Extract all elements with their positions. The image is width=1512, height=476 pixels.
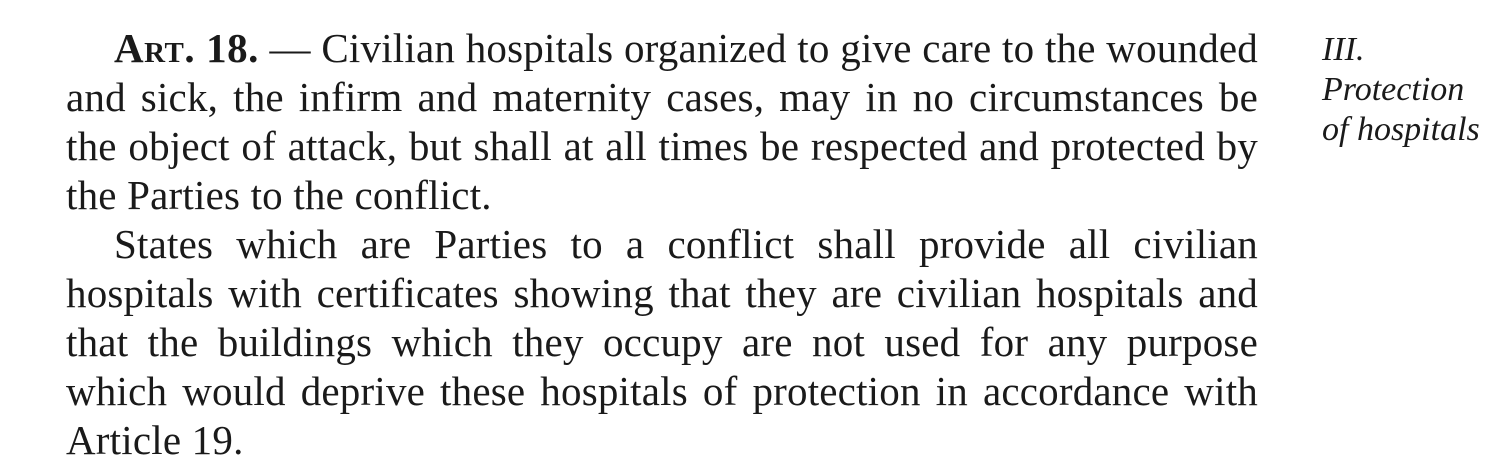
margin-note-section-number: III.	[1322, 31, 1365, 68]
article-number: Art. 18.	[114, 25, 259, 71]
margin-note	[1322, 30, 1512, 150]
article-dash: —	[258, 25, 322, 71]
margin-note-title-line-1: Protection	[1322, 71, 1465, 108]
article-paragraph-2: States which are Parties to a conflict shall provide all civilian hospitals with certificates showing that they are civilian hospitals and that the buildings which they occupy are not used for any purpose which would deprive these hospitals of protection in accordance with Article 19.	[66, 221, 1258, 463]
article-body	[66, 24, 1258, 465]
article-paragraph-1-text: Civilian hospitals organized to give care to the wounded and sick, the infirm and maternity cases, may in no circumstances be the object of attack, but shall at all times be respected and protected by the Parties to the conflict.	[66, 25, 1258, 218]
margin-note-title-line-2: of hospitals	[1322, 111, 1480, 148]
article-paragraph-1	[66, 24, 1258, 220]
